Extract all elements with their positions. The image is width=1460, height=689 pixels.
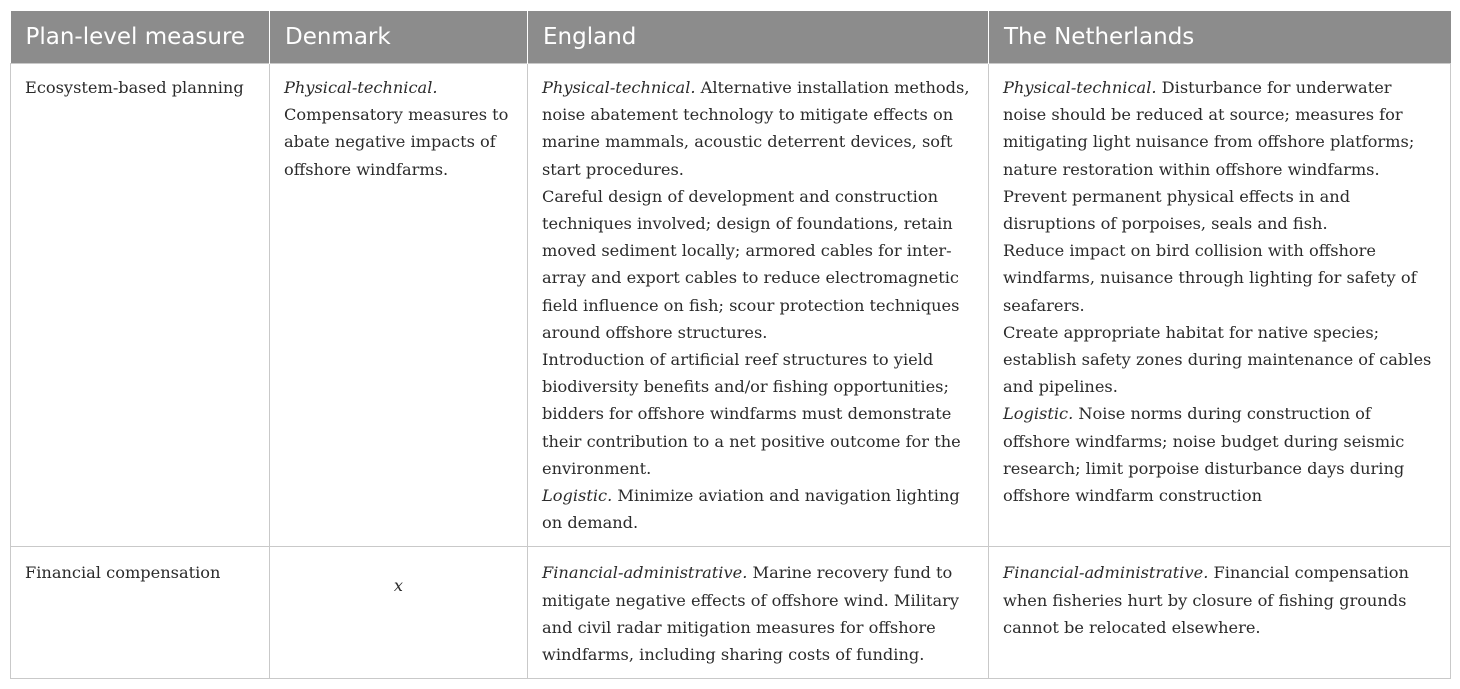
cell-denmark [270, 547, 528, 679]
paragraph [1003, 400, 1436, 509]
paragraph-text: Minimize aviation and navigation lighting on demand. [542, 486, 960, 533]
cell-measure [11, 64, 270, 547]
measure-label: Ecosystem-based planning [25, 78, 244, 97]
table-row [11, 547, 1451, 679]
measures-table-container [10, 11, 1450, 679]
column-header-denmark: Denmark [270, 11, 528, 64]
cell-text: Financial compensation when fisheries hurt by closure of fishing grounds cannot be relocated elsewhere. [1003, 563, 1409, 637]
cell-text: Marine recovery fund to mitigate negative effects of offshore wind. Military and civil radar mitigation measures for offshore windfarms, including sharing costs of funding. [542, 563, 960, 665]
cell-text: Compensatory measures to abate negative impacts of offshore windfarms. [284, 105, 509, 179]
category-lead: Financial-administrative. [542, 563, 748, 583]
cell-denmark [270, 64, 528, 547]
paragraph: Reduce impact on bird collision with offshore windfarms, nuisance through lighting for safety of seafarers. [1003, 241, 1417, 315]
measures-table [10, 11, 1451, 679]
cell-netherlands [989, 64, 1451, 547]
paragraph-text: Disturbance for underwater noise should be reduced at source; measures for mitigating light nuisance from offshore platforms; nature restoration within offshore windfarms. [1003, 78, 1415, 179]
paragraph: Prevent permanent physical effects in and disruptions of porpoises, seals and fish. [1003, 186, 1351, 234]
table-row [11, 64, 1451, 547]
cell-measure [11, 547, 270, 679]
category-lead: Physical-technical. [542, 78, 696, 97]
paragraph-text: Alternative installation methods, noise abatement technology to mitigate effects on marine mammals, acoustic deterrent devices, soft start procedures. [542, 78, 970, 179]
column-header-england: England [528, 11, 989, 64]
table-body [11, 64, 1451, 679]
not-applicable-mark: x [393, 576, 404, 596]
column-header-plan-level-measure: Plan-level measure [11, 11, 270, 64]
paragraph [1003, 74, 1436, 183]
paragraph [542, 482, 974, 536]
category-lead: Physical-technical. [284, 78, 438, 97]
category-lead: Financial-administrative. [1003, 563, 1209, 583]
header-row [11, 11, 1451, 64]
cell-england [528, 64, 989, 547]
table-header [11, 11, 1451, 64]
paragraph: Create appropriate habitat for native species; establish safety zones during maintenance of cables and pipelines. [1003, 322, 1432, 397]
category-lead: Logistic. [1003, 404, 1074, 424]
cell-england [528, 547, 989, 679]
category-lead: Physical-technical. [1003, 78, 1157, 97]
cell-netherlands [989, 547, 1451, 679]
paragraph: Careful design of development and construction techniques involved; design of foundations, retain moved sediment locally; armored cables for inter-array and export cables to reduce electromagnetic field influence on fish; scour protection techniques around offshore structures. [542, 186, 960, 342]
paragraph-text: Noise norms during construction of offshore windfarms; noise budget during seismic research; limit porpoise disturbance days during offshore windfarm construction [1003, 404, 1405, 506]
paragraph: Introduction of artificial reef structures to yield biodiversity benefits and/or fishing opportunities; bidders for offshore windfarms must demonstrate their contribution to a net positive outcome for the environment. [542, 350, 961, 478]
column-header-netherlands: The Netherlands [989, 11, 1451, 64]
paragraph [542, 74, 974, 183]
category-lead: Logistic. [542, 486, 613, 506]
measure-label: Financial compensation [25, 563, 221, 583]
